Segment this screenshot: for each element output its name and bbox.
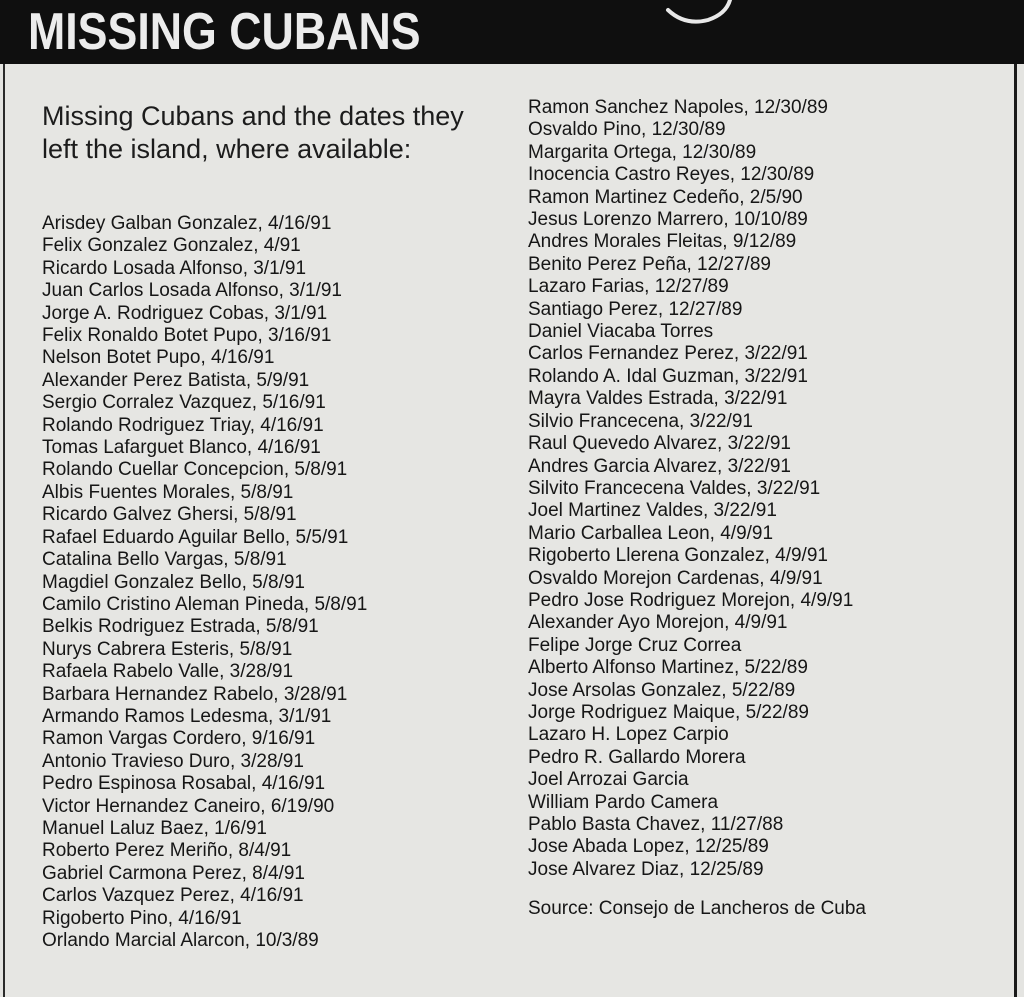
list-item: Ricardo Galvez Ghersi, 5/8/91 [42,504,297,526]
list-item: Ramon Martinez Cedeño, 2/5/90 [528,186,803,208]
list-item: Carlos Fernandez Perez, 3/22/91 [528,343,808,365]
list-item: Osvaldo Pino, 12/30/89 [528,119,726,141]
list-item: Benito Perez Peña, 12/27/89 [528,253,771,275]
names-list-left [42,213,367,952]
list-item: Inocencia Castro Reyes, 12/30/89 [528,164,815,186]
header-bar [0,0,1024,64]
decorative-swirl-icon [660,0,750,40]
list-item: Osvaldo Morejon Cardenas, 4/9/91 [528,567,823,589]
list-item: Jose Alvarez Diaz, 12/25/89 [528,858,764,880]
list-item: Arisdey Galban Gonzalez, 4/16/91 [42,213,332,234]
list-item: Joel Arrozai Garcia [528,769,689,791]
source-credit: Source: Consejo de Lancheros de Cuba [528,898,867,919]
list-item: Manuel Laluz Baez, 1/6/91 [42,817,267,839]
list-item: Mayra Valdes Estrada, 3/22/91 [528,388,788,410]
list-item: Alberto Alfonso Martinez, 5/22/89 [528,657,808,679]
list-item: Santiago Perez, 12/27/89 [528,298,743,320]
list-item: Magdiel Gonzalez Bello, 5/8/91 [42,571,305,593]
list-item: Pedro Espinosa Rosabal, 4/16/91 [42,773,326,795]
list-item: Sergio Corralez Vazquez, 5/16/91 [42,392,326,414]
list-item: Tomas Lafarguet Blanco, 4/16/91 [42,437,321,459]
list-item: Camilo Cristino Aleman Pineda, 5/8/91 [42,593,368,615]
list-item: Rolando Rodriguez Triay, 4/16/91 [42,414,324,436]
list-item: Jorge A. Rodriguez Cobas, 3/1/91 [42,302,328,324]
list-item: Jesus Lorenzo Marrero, 10/10/89 [528,209,808,231]
list-item: Catalina Bello Vargas, 5/8/91 [42,549,287,571]
list-item: Jose Arsolas Gonzalez, 5/22/89 [528,679,796,701]
list-item: Ramon Sanchez Napoles, 12/30/89 [528,97,828,118]
list-item: Alexander Ayo Morejon, 4/9/91 [528,612,788,634]
list-item: Raul Quevedo Alvarez, 3/22/91 [528,433,792,455]
list-item: Rafael Eduardo Aguilar Bello, 5/5/91 [42,526,349,548]
intro-text: Missing Cubans and the dates they left the island, where available: [42,101,464,164]
list-item: Daniel Viacaba Torres [528,321,714,343]
list-item: Rolando Cuellar Concepcion, 5/8/91 [42,459,348,481]
list-item: Orlando Marcial Alarcon, 10/3/89 [42,930,319,951]
list-item: Roberto Perez Meriño, 8/4/91 [42,840,292,862]
list-item: Armando Ramos Ledesma, 3/1/91 [42,705,332,727]
headline: MISSING CUBANS [28,3,421,61]
list-item: Ricardo Losada Alfonso, 3/1/91 [42,257,307,279]
list-item: Barbara Hernandez Rabelo, 3/28/91 [42,683,348,705]
list-item: Carlos Vazquez Perez, 4/16/91 [42,885,304,907]
list-item: Jorge Rodriguez Maique, 5/22/89 [528,701,809,723]
list-item: Pedro R. Gallardo Morera [528,746,746,768]
list-item: Albis Fuentes Morales, 5/8/91 [42,481,294,503]
list-item: Rigoberto Pino, 4/16/91 [42,907,242,929]
list-item: Nurys Cabrera Esteris, 5/8/91 [42,638,293,660]
list-item: Nelson Botet Pupo, 4/16/91 [42,347,275,369]
list-item: Joel Martinez Valdes, 3/22/91 [528,500,777,522]
list-item: Mario Carballea Leon, 4/9/91 [528,522,774,544]
list-item: Andres Garcia Alvarez, 3/22/91 [528,455,791,477]
list-item: Alexander Perez Batista, 5/9/91 [42,369,310,391]
list-item: Belkis Rodriguez Estrada, 5/8/91 [42,616,319,638]
list-item: Pablo Basta Chavez, 11/27/88 [528,814,784,835]
list-item: Rigoberto Llerena Gonzalez, 4/9/91 [528,545,828,567]
list-item: Silvito Francecena Valdes, 3/22/91 [528,477,821,499]
list-item: Rolando A. Idal Guzman, 3/22/91 [528,365,808,387]
list-item: Pedro Jose Rodriguez Morejon, 4/9/91 [528,589,854,611]
list-item: Antonio Travieso Duro, 3/28/91 [42,750,304,772]
list-item: Juan Carlos Losada Alfonso, 3/1/91 [42,280,342,302]
list-item: William Pardo Camera [528,791,719,813]
list-item: Felix Ronaldo Botet Pupo, 3/16/91 [42,325,332,347]
list-item: Felix Gonzalez Gonzalez, 4/91 [42,235,301,257]
list-item: Felipe Jorge Cruz Correa [528,634,742,656]
names-list-right [528,97,853,881]
list-item: Jose Abada Lopez, 12/25/89 [528,836,769,858]
list-item: Lazaro H. Lopez Carpio [528,724,729,746]
list-item: Margarita Ortega, 12/30/89 [528,141,757,163]
list-item: Andres Morales Fleitas, 9/12/89 [528,231,797,253]
list-item: Silvio Francecena, 3/22/91 [528,410,753,432]
list-item: Gabriel Carmona Perez, 8/4/91 [42,862,305,884]
list-item: Lazaro Farias, 12/27/89 [528,276,729,298]
list-item: Ramon Vargas Cordero, 9/16/91 [42,728,316,750]
list-item: Victor Hernandez Caneiro, 6/19/90 [42,795,335,817]
list-item: Rafaela Rabelo Valle, 3/28/91 [42,661,294,683]
